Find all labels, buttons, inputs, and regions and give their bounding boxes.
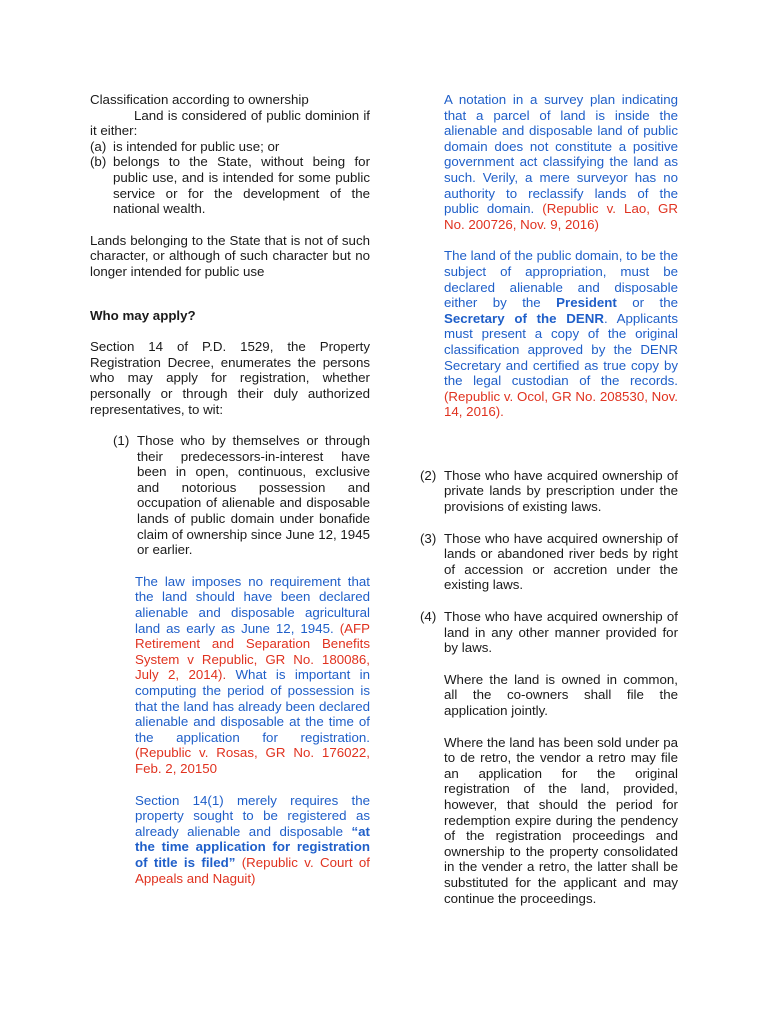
note-text: . Applicants must present a copy of the original classification approved by the DENR Secretary and certified as true copy by the legal custodian of the records. [444, 310, 678, 389]
note-text: or the [616, 295, 679, 311]
criterion-a [90, 139, 370, 155]
emphasis-text: Secretary of the DENR [444, 310, 604, 326]
note-text: What is important in computing the period of possession is that the land has already been declared alienable and disposable at the time of the application for registration. [135, 667, 370, 745]
item-text: Those who have acquired ownership of private lands by prescription under the provisions of existing laws. [444, 467, 678, 515]
item-text: Those who have acquired ownership of lands or abandoned river beds by right of accession or accretion under the existing laws. [444, 530, 678, 593]
item-label: (3) [420, 530, 437, 546]
item-text: Those who by themselves or through their predecessors-in-interest have been in open, continuous, exclusive and notorious possession and occupation of alienable and disposable lands of public domain under bonafide claim of ownership since June 12, 1945 or earlier. [137, 433, 370, 558]
item-4 [420, 609, 678, 656]
note-text: Section 14(1) merely requires the property sought to be registered as already alienable and disposable [135, 792, 370, 839]
note-text: A notation in a survey plan indicating that a parcel of land is inside the alienable and disposable land of public domain does not constitute a positive government act classifying the land as such. Verily, a mere surveyor has no authority to reclassify lands of the public domain. [444, 92, 678, 217]
criterion-b [90, 154, 370, 216]
criterion-text: belongs to the State, without being for public use, and is intended for some public service or for the development of the national wealth. [113, 154, 370, 217]
note-afp-rosas [90, 574, 370, 777]
item-label: (2) [420, 467, 437, 483]
citation: (Republic v. Rosas, GR No. 176022, Feb. 2, 20150 [135, 745, 370, 776]
state-lands-paragraph: Lands belonging to the State that is not of such character, or although of such character but no longer intended for public use [90, 232, 370, 279]
note-naguit [90, 793, 370, 887]
section-heading: Classification according to ownership [90, 92, 309, 107]
item-3 [420, 531, 678, 593]
note-lao [420, 92, 678, 232]
item-label: (4) [420, 609, 437, 625]
item-label: (1) [113, 433, 130, 449]
note-ocol [420, 248, 678, 420]
note-text: The land of the public domain, to be the subject of appropriation, must be declared alienable and disposable either by the [444, 248, 678, 311]
emphasis-text: “at the time application for registration of title is filed” [135, 823, 370, 870]
left-column [90, 92, 370, 886]
right-column [420, 92, 678, 906]
common-ownership-paragraph: Where the land is owned in common, all the co-owners shall file the application jointly. [444, 671, 678, 718]
citation: (Republic v. Ocol, GR No. 208530, Nov. 14, 2016). [444, 388, 678, 420]
emphasis-text: President [556, 295, 617, 311]
item-text: Those who have acquired ownership of land in any other manner provided for by laws. [444, 609, 678, 656]
pacto-de-retro-paragraph: Where the land has been sold under pa to de retro, the vendor a retro may file an application for the original registration of the land, provided, however, that should the period for redemption expire during the pendency of the registration proceedings and ownership to the property consolidated in the vender a retro, the latter shall be substituted for the applicant and may continue the proceedings. [444, 734, 678, 906]
citation: (AFP Retirement and Separation Benefits System v Republic, GR No. 180086, July 2, 2014). [135, 620, 370, 683]
item-1 [90, 433, 370, 558]
citation: (Republic v. Lao, GR No. 200726, Nov. 9, 2016) [444, 201, 679, 232]
item-2 [420, 468, 678, 515]
who-may-apply-heading: Who may apply? [90, 307, 196, 323]
criterion-label: (b) [90, 154, 107, 170]
criterion-text: is intended for public use; or [113, 138, 280, 154]
section14-intro: Section 14 of P.D. 1529, the Property Registration Decree, enumerates the persons who may apply for registration, whether personally or through their duly authorized representatives, to wit: [90, 339, 370, 417]
criterion-label: (a) [90, 138, 107, 154]
note-text: The law imposes no requirement that the land should have been declared alienable and disposable agricultural land as early as June 12, 1945. [135, 573, 370, 636]
public-dominion-intro: Land is considered of public dominion if it either: [90, 107, 370, 139]
citation: (Republic v. Court of Appeals and Naguit) [135, 854, 370, 886]
